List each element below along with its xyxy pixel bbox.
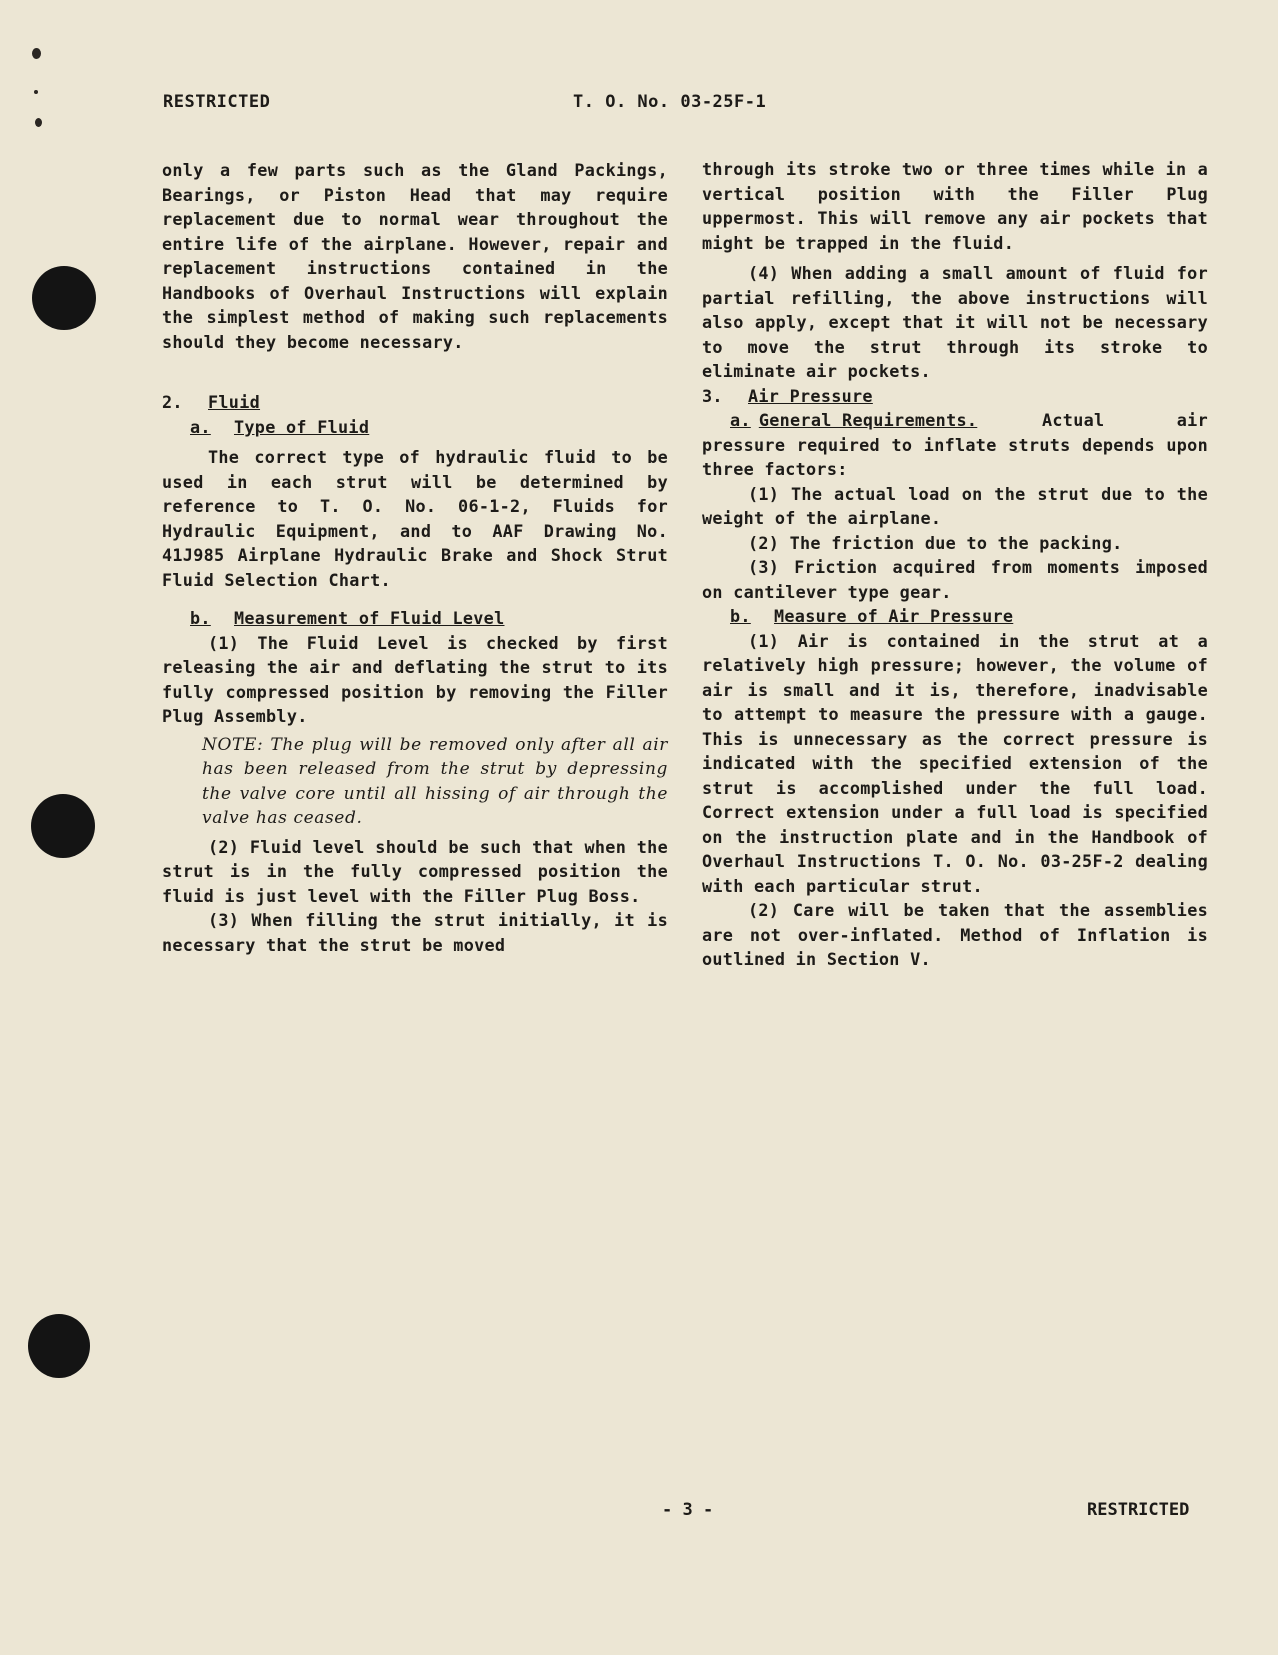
- fluid-level-item-2: (2) Fluid level should be such that when the strut is in the fully compressed position the fluid is just level with the Filler Plug Boss.: [162, 836, 668, 906]
- binder-hole-middle: [31, 794, 95, 858]
- factor-2: (2) The friction due to the packing.: [748, 532, 1123, 553]
- section-title: Fluid: [208, 392, 261, 412]
- type-of-fluid-paragraph: The correct type of hydraulic fluid to be used in each strut will be determined by reference to T. O. No. 06-1-2, Fluids for Hydraulic Equipment, and to AAF Drawing No. 41J985 Airplane Hydraulic Brake and Shock Strut Fluid Selection Chart.: [162, 447, 668, 590]
- subsection-title: Measure of Air Pressure: [774, 606, 1014, 626]
- scan-specks: [20, 40, 50, 150]
- binder-hole-top: [32, 266, 96, 330]
- general-requirements-text: Actual air pressure required to inflate struts depends upon three factors:: [702, 410, 1208, 479]
- speck: [32, 48, 41, 59]
- section-number: 3.: [702, 385, 723, 406]
- left-column: [162, 158, 668, 957]
- intro-paragraph: only a few parts such as the Gland Packings, Bearings, or Piston Head that may require replacement due to normal wear throughout the entire life of the airplane. However, repair and replacement instructions contained in the Handbooks of Overhaul Instructions will explain the simplest method of making such replacements should they become necessary.: [162, 160, 668, 352]
- note-paragraph: NOTE: The plug will be removed only after all air has been released from the strut by depressing the valve core until all hissing of air through the valve has ceased.: [202, 734, 668, 828]
- air-pressure-item-2: (2) Care will be taken that the assemblies are not over-inflated. Method of Inflation is outlined in Section V.: [702, 900, 1208, 969]
- factor-1: (1) The actual load on the strut due to the weight of the airplane.: [702, 483, 1208, 528]
- subsection-letter: a.: [730, 410, 751, 430]
- fluid-level-item-4: (4) When adding a small amount of fluid for partial refilling, the above instructions will also apply, except that it will not be necessary to move the strut through its stroke to eliminate air pockets.: [702, 263, 1208, 381]
- binder-hole-bottom: [28, 1314, 90, 1378]
- header-document-number: T. O. No. 03-25F-1: [573, 92, 767, 112]
- speck: [34, 90, 38, 94]
- subsection-title: Measurement of Fluid Level: [234, 608, 505, 628]
- subsection-b-heading: [190, 606, 668, 631]
- section-number: 2.: [162, 392, 183, 412]
- fluid-level-item-3: (3) When filling the strut initially, it is necessary that the strut be moved: [162, 910, 668, 955]
- subsection-a-heading: [190, 415, 668, 440]
- subsection-letter: b.: [730, 606, 751, 626]
- footer-classification: RESTRICTED: [1087, 1500, 1190, 1520]
- subsection-letter: b.: [190, 608, 211, 628]
- speck: [35, 118, 42, 127]
- header-classification: RESTRICTED: [163, 92, 271, 112]
- factor-3: (3) Friction acquired from moments imposed on cantilever type gear.: [702, 557, 1208, 602]
- section-2-heading: [162, 390, 668, 415]
- air-pressure-item-1: (1) Air is contained in the strut at a relatively high pressure; however, the volume of air is small and it is, therefore, inadvisable to attempt to measure the pressure with a gauge. This is unnecessary as the correct pressure is indicated with the specified extension of the strut is accomplished under the full load. Correct extension under a full load is specified on the instruction plate and in the Handbook of Overhaul Instructions T. O. No. 03-25F-2 dealing with each particular strut.: [702, 630, 1208, 896]
- fluid-level-item-1: (1) The Fluid Level is checked by first releasing the air and deflating the strut to its fully compressed position by removing the Filler Plug Assembly.: [162, 632, 668, 726]
- subsection-b-heading: [730, 604, 1208, 629]
- subsection-title: General Requirements.: [758, 410, 978, 430]
- right-column: [702, 157, 1208, 972]
- subsection-title: Type of Fluid: [234, 416, 370, 437]
- continuation-paragraph: through its stroke two or three times while in a vertical position with the Filler Plug uppermost. This will remove any air pockets that might be trapped in the fluid.: [702, 159, 1208, 253]
- page-number: - 3 -: [662, 1500, 714, 1520]
- subsection-letter: a.: [190, 416, 211, 437]
- section-3-heading: [702, 384, 1208, 409]
- section-title: Air Pressure: [748, 385, 873, 406]
